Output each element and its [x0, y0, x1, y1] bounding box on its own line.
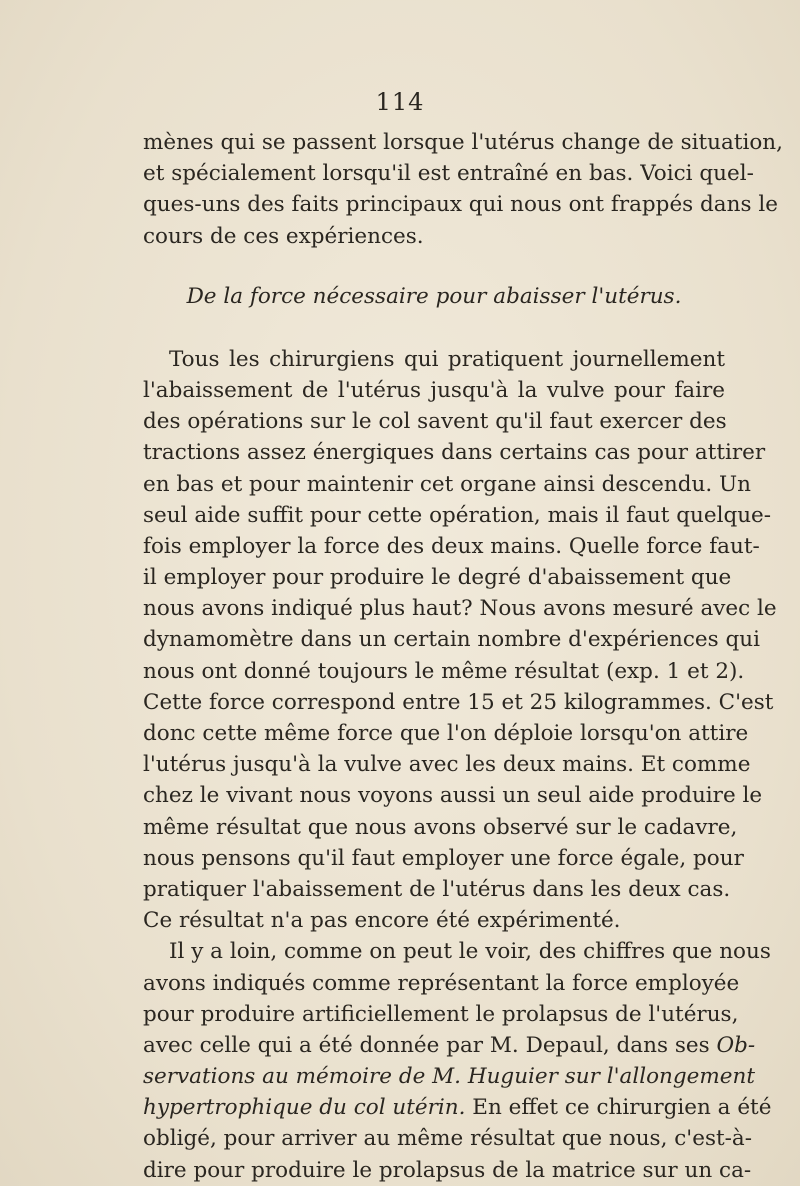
text-line: seul aide suffit pour cette opération, mais il faut quelque-	[143, 502, 772, 528]
text-line: ques-uns des faits principaux qui nous ont frappés dans le	[143, 192, 778, 218]
italic-run: Ob-	[716, 1032, 756, 1058]
text-line: donc cette même force que l'on déploie lorsqu'on attire	[143, 721, 749, 746]
text-line: l'utérus jusqu'à la vulve avec les deux mains. Et comme	[143, 752, 751, 778]
paragraph-gap	[143, 330, 725, 344]
text-line: tractions assez énergiques dans certains cas pour attirer	[143, 440, 766, 466]
text-line	[143, 1030, 756, 1061]
text-line: obligé, pour arriver au même résultat que nous, c'est-à-	[143, 1126, 752, 1152]
text-line: Il y a loin, comme on peut le voir, des chiffres que nous	[169, 939, 771, 965]
text-line: et spécialement lorsqu'il est entraîné en bas. Voici quel-	[143, 161, 754, 187]
page-number: 114	[375, 88, 425, 116]
text-line: chez le vivant nous voyons aussi un seul aide produire le	[143, 783, 763, 809]
section-heading: De la force nécessaire pour abaisser l'utérus.	[186, 283, 682, 309]
text-line: nous pensons qu'il faut employer une force égale, pour	[143, 845, 744, 871]
text-line: l'abaissement de l'utérus jusqu'à la vulve pour faire	[143, 377, 725, 403]
text-line: mènes qui se passent lorsque l'utérus change de situation,	[143, 130, 783, 155]
italic-line: servations au mémoire de M. Huguier sur l'allongement	[143, 1064, 755, 1090]
text-line: Tous les chirurgiens qui pratiquent journellement	[169, 346, 725, 372]
text-run: avec celle qui a été donnée par M. Depaul, dans ses	[143, 1032, 717, 1058]
text-line: des opérations sur le col savent qu'il faut exercer des	[143, 409, 727, 435]
text-line: dynamomètre dans un certain nombre d'expériences qui	[143, 627, 761, 653]
text-line: nous avons indiqué plus haut? Nous avons mesuré avec le	[143, 596, 777, 622]
text-line: Ce résultat n'a pas encore été expérimenté.	[143, 908, 621, 934]
italic-run: hypertrophique du col utérin.	[143, 1095, 466, 1121]
text-line: pratiquer l'abaissement de l'utérus dans les deux cas.	[143, 876, 731, 902]
text-line: avons indiqués comme représentant la force employée	[143, 970, 740, 996]
text-line: nous ont donné toujours le même résultat (exp. 1 et 2).	[143, 658, 745, 684]
text-line: en bas et pour maintenir cet organe ainsi descendu. Un	[143, 471, 751, 497]
text-line: il employer pour produire le degré d'abaissement que	[143, 565, 732, 591]
text-line: Cette force correspond entre 15 et 25 kilogrammes. C'est	[143, 689, 774, 715]
text-line: dire pour produire le prolapsus de la matrice sur un ca-	[143, 1157, 752, 1183]
text-line: pour produire artificiellement le prolapsus de l'utérus,	[143, 1001, 739, 1027]
text-run: En effet ce chirurgien a été	[465, 1095, 772, 1121]
text-line	[143, 1092, 772, 1123]
text-line: même résultat que nous avons observé sur le cadavre,	[143, 814, 738, 840]
page-text	[143, 127, 783, 1186]
text-line: fois employer la force des deux mains. Quelle force faut-	[143, 533, 760, 559]
text-line: cours de ces expériences.	[143, 223, 424, 249]
